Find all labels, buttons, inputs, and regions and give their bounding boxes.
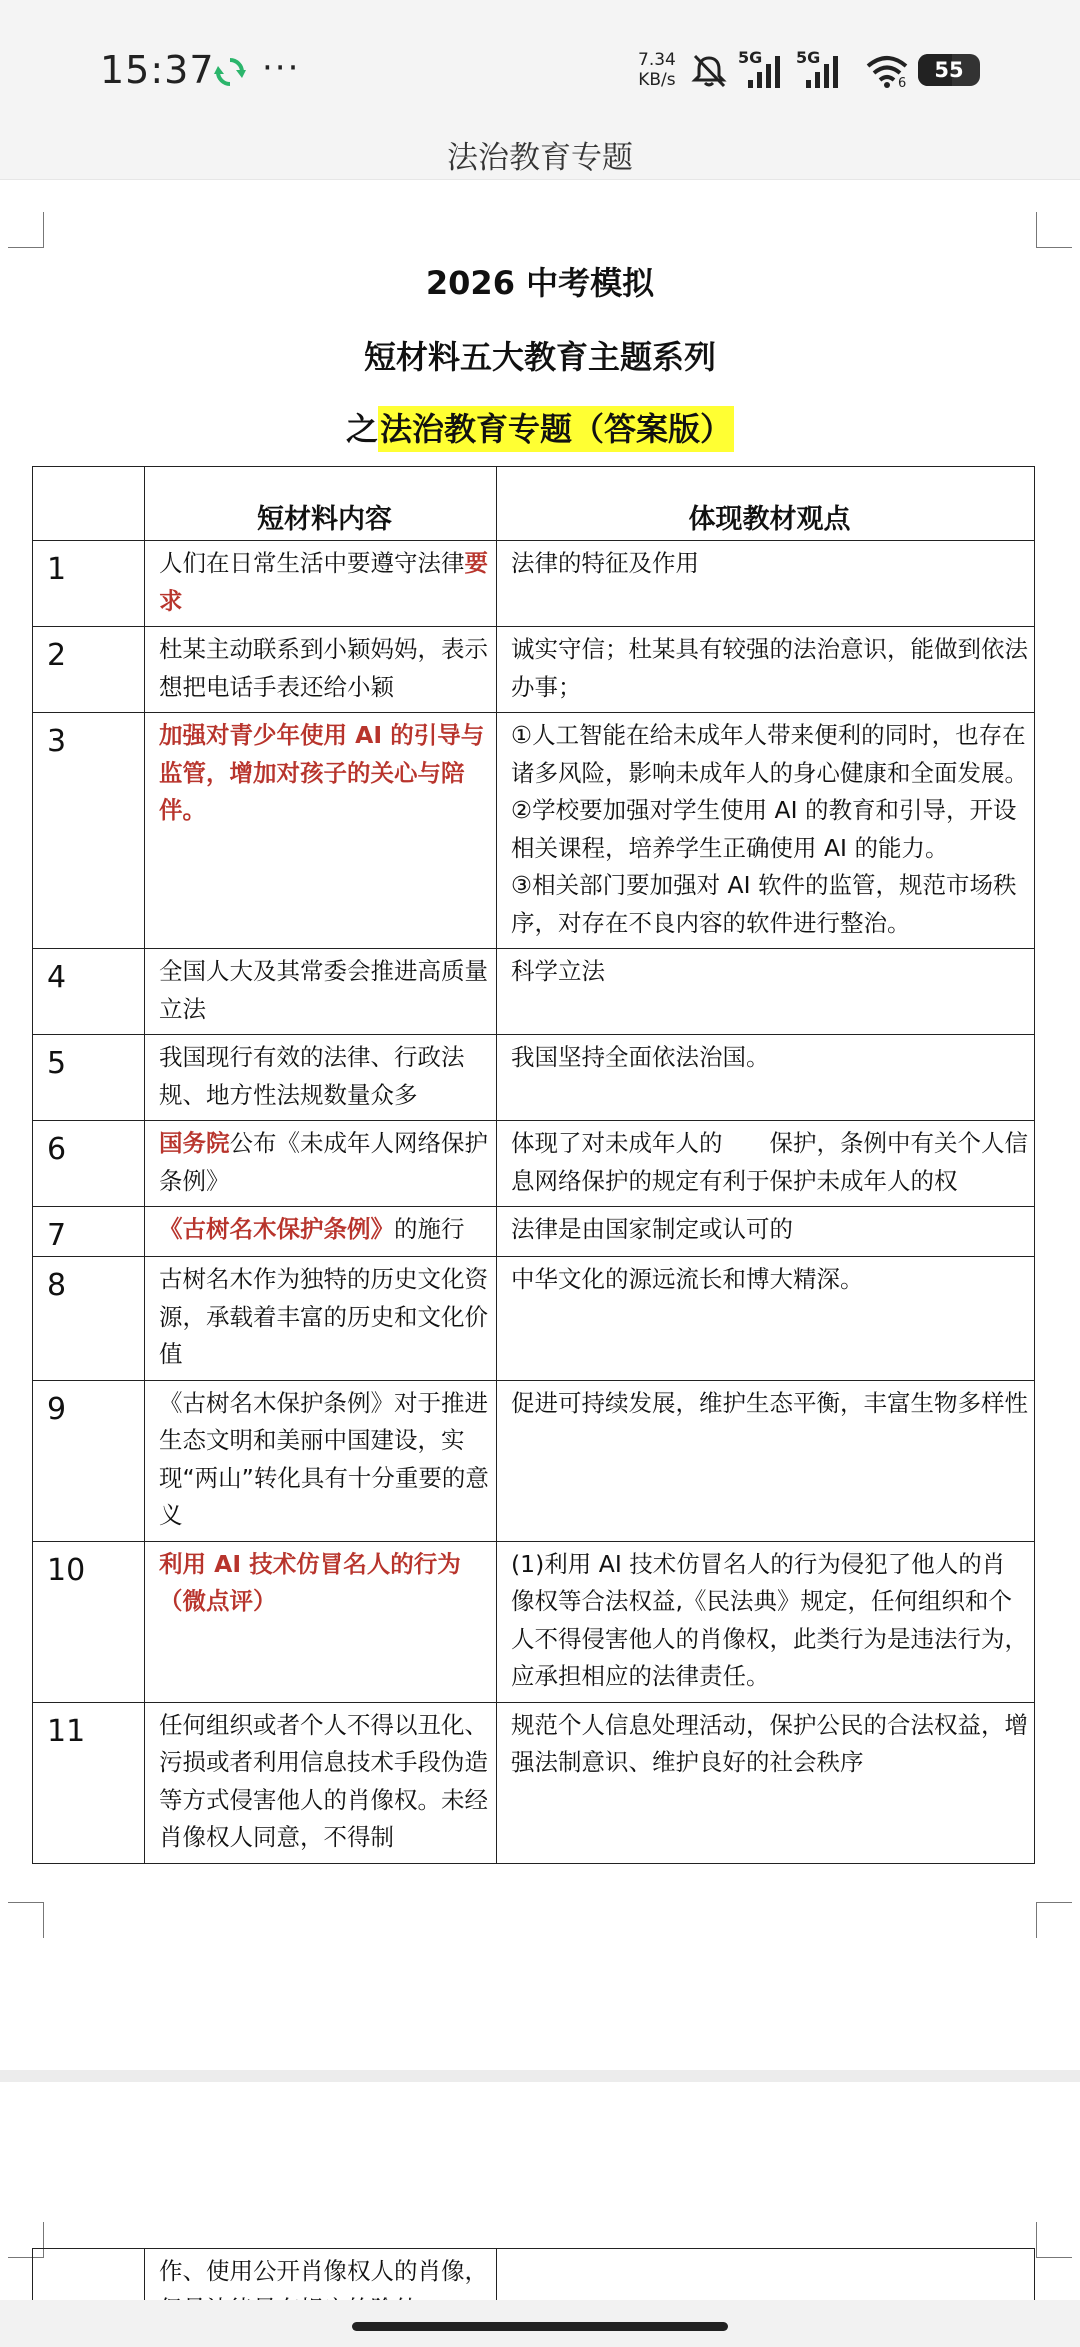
highlighted-text: 加强对青少年使用 AI 的引导与监管，增加对孩子的关心与陪伴。 [159, 721, 485, 824]
content-text: 全国人大及其常委会推进高质量立法 [159, 957, 488, 1023]
table-row [33, 1035, 1035, 1121]
signal-icon [806, 56, 840, 88]
highlighted-text: 利用 AI 技术仿冒名人的行为（微点评） [159, 1549, 461, 1615]
battery-level: 55 [934, 58, 964, 82]
table-row [33, 627, 1035, 713]
heading-prefix: 之 [345, 410, 378, 448]
viewpoint-cell [497, 949, 1035, 1035]
content-text: 人们在日常生活中要遵守法律 [159, 549, 465, 577]
row-number: 7 [33, 1207, 145, 1257]
content-cell [145, 1702, 497, 1863]
viewpoint-cell [497, 1257, 1035, 1381]
status-bar [0, 0, 1080, 140]
viewpoint-text: 我国坚持全面依法治国。 [511, 1043, 770, 1071]
row-number: 6 [33, 1121, 145, 1207]
viewpoint-cell [497, 713, 1035, 949]
row-number: 3 [33, 713, 145, 949]
highlighted-heading: 法治教育专题（答案版） [378, 406, 734, 452]
material-table [32, 466, 1035, 1864]
viewpoint-text: 科学立法 [511, 957, 605, 985]
table-row [33, 1257, 1035, 1381]
viewpoint-text: 诚实守信；杜某具有较强的法治意识，能做到依法办事； [511, 635, 1028, 701]
content-text: 我国现行有效的法律、行政法规、地方性法规数量众多 [159, 1043, 465, 1109]
row-number: 9 [33, 1380, 145, 1541]
mute-icon [690, 52, 728, 90]
highlighted-text: 国务院 [159, 1129, 230, 1157]
net-speed-unit: KB/s [638, 70, 676, 90]
net-speed [638, 50, 676, 90]
viewpoint-text: ①人工智能在给未成年人带来便利的同时，也存在诸多风险，影响未成年人的身心健康和全面发展。 [511, 721, 1028, 787]
table-row [33, 949, 1035, 1035]
content-text: 《古树名木保护条例》对于推进生态文明和美丽中国建设，实现“两山”转化具有十分重要的意义 [159, 1388, 489, 1529]
content-text: 公布《未成年人网络保护条例》 [159, 1129, 488, 1195]
page-break [0, 2070, 1080, 2082]
net-speed-value: 7.34 [638, 50, 676, 70]
table-row [33, 1702, 1035, 1863]
heading-line-1: 2026 中考模拟 [425, 264, 655, 302]
content-text: 古树名木作为独特的历史文化资源，承载着丰富的历史和文化价值 [159, 1265, 488, 1368]
content-cell [145, 1380, 497, 1541]
row-number: 11 [33, 1702, 145, 1863]
row-number: 2 [33, 627, 145, 713]
content-cell [145, 713, 497, 949]
margin-mark [8, 212, 44, 248]
table-row [33, 1541, 1035, 1702]
content-text: 杜某主动联系到小颖妈妈，表示想把电话手表还给小颖 [159, 635, 488, 701]
viewpoint-text: (1)利用 AI 技术仿冒名人的行为侵犯了他人的肖像权等合法权益,《民法典》规定，任何组织和个人不得侵害他人的肖像权，此类行为是违法行为，应承担相应的法律责任。 [511, 1549, 1028, 1690]
content-cell [145, 1257, 497, 1381]
content-cell [145, 627, 497, 713]
margin-mark [1036, 212, 1072, 248]
viewpoint-cell [497, 1541, 1035, 1702]
viewpoint-cell [497, 627, 1035, 713]
highlighted-text: 要求 [159, 549, 488, 615]
home-indicator[interactable] [352, 2322, 728, 2331]
heading-line-2: 短材料五大教育主题系列 [363, 338, 716, 376]
viewpoint-cell [497, 1702, 1035, 1863]
row-number: 10 [33, 1541, 145, 1702]
row-number: 8 [33, 1257, 145, 1381]
sim2-label: 5G [796, 48, 821, 67]
table-header-row [33, 467, 1035, 541]
navigation-bar [0, 2300, 1080, 2347]
sim1-label: 5G [738, 48, 763, 67]
row-number: 1 [33, 541, 145, 627]
battery-icon [918, 54, 980, 86]
header-cell [33, 467, 145, 541]
content-text: 任何组织或者个人不得以丑化、污损或者利用信息技术手段伪造等方式侵害他人的肖像权。未经肖像权人同意，不得制 [159, 1710, 488, 1851]
content-cell [145, 1035, 497, 1121]
viewpoint-cell [497, 1207, 1035, 1257]
viewpoint-text: ②学校要加强对学生使用 AI 的教育和引导，开设相关课程，培养学生正确使用 AI 的能力。 [511, 796, 1017, 862]
highlighted-text: 《古树名木保护条例》 [159, 1215, 394, 1243]
row-number: 4 [33, 949, 145, 1035]
wifi-label: 6 [898, 76, 907, 91]
viewpoint-text: 体现了对未成年人的 保护，条例中有关个人信息网络保护的规定有利于保护未成年人的权 [511, 1129, 1028, 1195]
table-row [33, 541, 1035, 627]
viewpoint-text: ③相关部门要加强对 AI 软件的监管，规范市场秩序，对存在不良内容的软件进行整治。 [511, 871, 1017, 937]
margin-mark [1036, 2222, 1072, 2258]
viewpoint-text: 规范个人信息处理活动，保护公民的合法权益，增强法制意识、维护良好的社会秩序 [511, 1710, 1028, 1776]
viewpoint-text: 法律是由国家制定或认可的 [511, 1215, 793, 1243]
margin-mark [1036, 1902, 1072, 1938]
header-cell: 短材料内容 [145, 467, 497, 541]
document-title[interactable]: 法治教育专题 [447, 140, 633, 176]
sync-icon [214, 56, 246, 88]
content-cell [145, 949, 497, 1035]
content-text: 的施行 [394, 1215, 465, 1243]
viewpoint-text: 中华文化的源远流长和博大精深。 [511, 1265, 864, 1293]
document-page [0, 180, 1080, 2070]
content-cell [145, 1207, 497, 1257]
header-cell: 体现教材观点 [497, 467, 1035, 541]
viewpoint-cell [497, 1121, 1035, 1207]
clock: 15:37 [100, 48, 215, 92]
content-cell: 作、使用公开肖像权人的肖像， [145, 2249, 497, 2347]
row-number: 5 [33, 1035, 145, 1121]
viewpoint-cell [497, 1035, 1035, 1121]
table-row [33, 713, 1035, 949]
table-row [33, 1207, 1035, 1257]
table-row [33, 1380, 1035, 1541]
app-header [0, 126, 1080, 180]
viewpoint-cell [497, 1380, 1035, 1541]
heading-line-3 [0, 404, 1080, 450]
content-cell [145, 541, 497, 627]
table-row [33, 1121, 1035, 1207]
more-icon: ··· [262, 48, 301, 88]
content-cell [145, 1121, 497, 1207]
content-cell [145, 1541, 497, 1702]
margin-mark [8, 1902, 44, 1938]
viewpoint-cell [497, 541, 1035, 627]
viewpoint-text: 法律的特征及作用 [511, 549, 699, 577]
signal-icon [748, 56, 782, 88]
viewpoint-text: 促进可持续发展，维护生态平衡，丰富生物多样性 [511, 1388, 1028, 1417]
